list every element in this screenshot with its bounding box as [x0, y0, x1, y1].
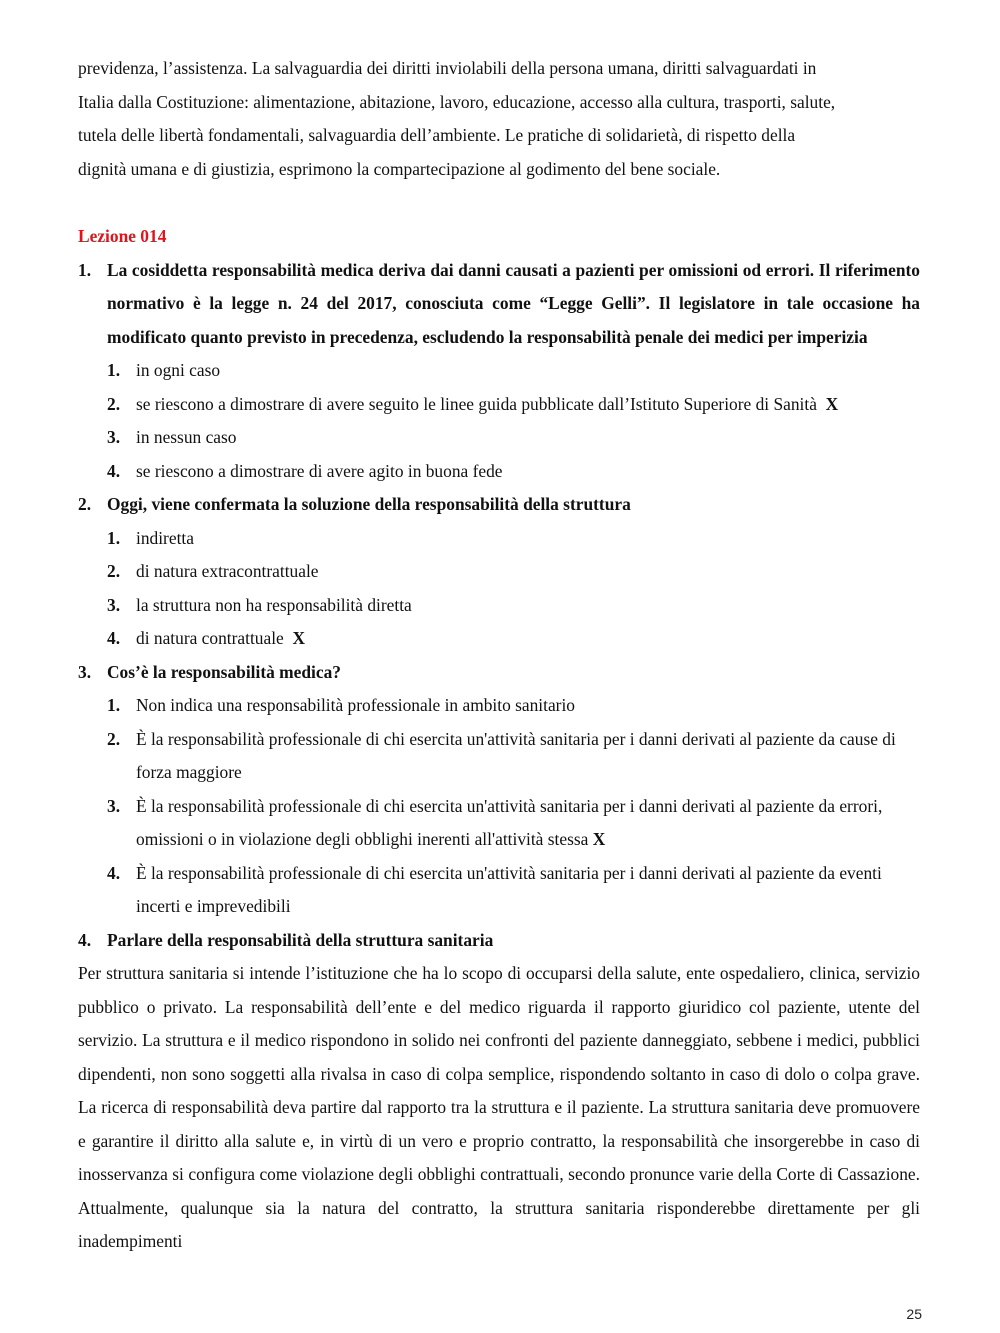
option-number: 4. [107, 862, 121, 883]
question-2 [78, 488, 920, 522]
option-number: 1. [107, 695, 121, 715]
option-text: la struttura non ha responsabilità diretta [136, 594, 412, 615]
option [78, 790, 920, 857]
option [78, 522, 920, 556]
question-3 [78, 656, 920, 690]
option-number: 3. [107, 594, 121, 615]
option [78, 388, 920, 422]
intro-line: tutela delle libertà fondamentali, salvaguardia dell’ambiente. Le pratiche di solidarietà, di rispetto della [78, 125, 796, 145]
option-text: di natura extracontrattuale [136, 561, 319, 581]
option [78, 622, 920, 656]
option [78, 421, 920, 455]
option [78, 354, 920, 388]
option [78, 723, 920, 790]
option-text: se riescono a dimostrare di avere seguito le linee guida pubblicate dall’Istituto Superiore di Sanità [136, 393, 817, 414]
option-number: 3. [107, 427, 121, 447]
option-text: in nessun caso [136, 427, 237, 447]
option-number: 3. [107, 795, 121, 816]
option [78, 555, 920, 589]
option-number: 1. [107, 527, 121, 548]
option-text: indiretta [136, 527, 194, 548]
intro-paragraph [78, 52, 920, 186]
option-text: di natura contrattuale [136, 628, 284, 648]
document-page [78, 52, 920, 1259]
option-number: 4. [107, 628, 121, 648]
option [78, 455, 920, 489]
question-number: 4. [78, 929, 92, 950]
option-text: È la responsabilità professionale di chi esercita un'attività sanitaria per i danni derivati al paziente da eventi incerti e imprevedibili [136, 862, 882, 916]
correct-answer-mark: X [592, 829, 606, 849]
answer-paragraph: Per struttura sanitaria si intende l’istituzione che ha lo scopo di occuparsi della salute, ente ospedaliero, clinica, servizio pubblico o privato. La responsabilità dell’ente e del medico riguarda il rapporto giuridico col paziente, utente del servizio. La struttura e il medico rispondono in solido nei confronti del paziente danneggiato, sebbene i medici, pubblici dipendenti, non sono soggetti alla rivalsa in caso di colpa semplice, rispondendo soltanto in caso di dolo o colpa grave. La ricerca di responsabilità deva partire dal rapporto tra la struttura e il paziente. La struttura sanitaria deve promuovere e garantire il diritto alla salute e, in virtù di un vero e proprio contratto, la responsabilità che insorgerebbe in caso di inosservanza si configura come violazione degli obblighi contrattuali, secondo pronunce varie della Corte di Cassazione. Attualmente, qualunque sia la natura del contratto, la struttura sanitaria risponderebbe direttamente per gli inadempimenti [78, 963, 920, 1251]
page-number: 25 [906, 1306, 922, 1322]
option-number: 2. [107, 728, 121, 749]
question-text: Oggi, viene confermata la soluzione della responsabilità della struttura [107, 494, 631, 514]
option [78, 689, 920, 723]
option-text: in ogni caso [136, 360, 221, 380]
question-number: 2. [78, 494, 92, 514]
option [78, 589, 920, 623]
intro-line: dignità umana e di giustizia, esprimono la compartecipazione al godimento del bene sociale. [78, 158, 721, 179]
lesson-title: Lezione 014 [78, 226, 167, 246]
option-number: 2. [107, 393, 121, 414]
option [78, 857, 920, 924]
intro-line: Italia dalla Costituzione: alimentazione, abitazione, lavoro, educazione, accesso alla cultura, trasporti, salute, [78, 91, 836, 112]
option-text: se riescono a dimostrare di avere agito in buona fede [136, 460, 503, 481]
intro-line: previdenza, l’assistenza. La salvaguardia dei diritti inviolabili della persona umana, diritti salvaguardati in [78, 58, 817, 78]
question-number: 3. [78, 661, 92, 682]
correct-answer-mark: X [292, 628, 306, 648]
question-number: 1. [78, 259, 92, 280]
option-text: È la responsabilità professionale di chi esercita un'attività sanitaria per i danni derivati al paziente da errori, omissioni o in violazione degli obblighi inerenti all'attività stessa [136, 795, 883, 849]
option-text: Non indica una responsabilità professionale in ambito sanitario [136, 695, 576, 715]
option-number: 2. [107, 561, 121, 581]
question-text: Parlare della responsabilità della struttura sanitaria [107, 929, 494, 950]
option-number: 4. [107, 460, 121, 481]
question-1 [78, 254, 920, 355]
option-number: 1. [107, 360, 121, 380]
question-text: La cosiddetta responsabilità medica deriva dai danni causati a pazienti per omissioni od errori. Il riferimento normativo è la legge n. 24 del 2017, conosciuta come “Legge Gelli”. Il legislatore in tale occasione ha modificato quanto previsto in precedenza, escludendo la responsabilità penale dei medici per imperizia [107, 259, 920, 347]
question-text: Cos’è la responsabilità medica? [107, 661, 341, 682]
correct-answer-mark: X [825, 393, 839, 414]
question-4 [78, 924, 920, 958]
option-text: È la responsabilità professionale di chi esercita un'attività sanitaria per i danni derivati al paziente da cause di forza maggiore [136, 728, 896, 782]
